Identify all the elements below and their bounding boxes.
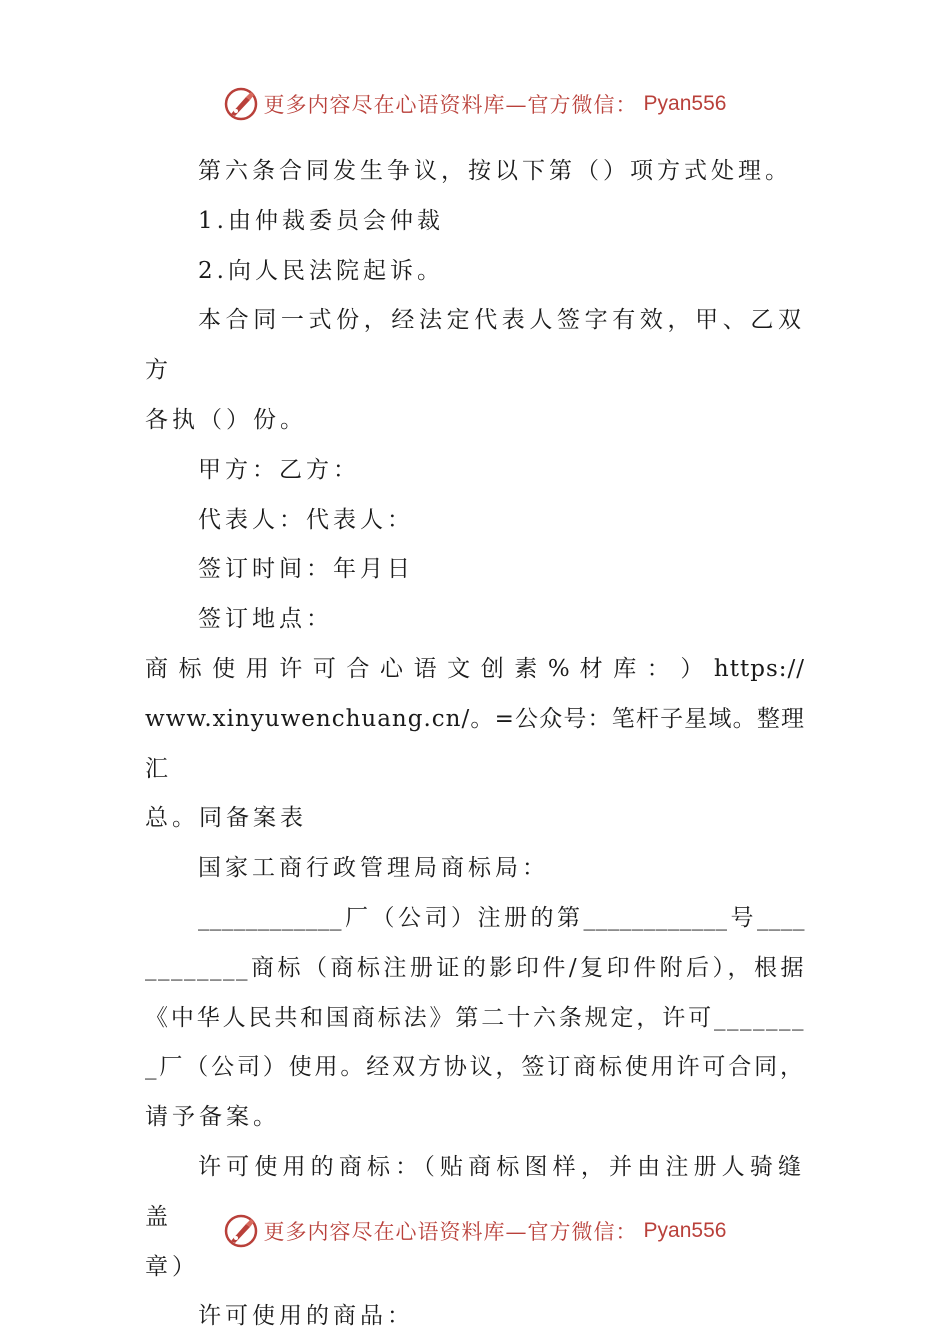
paragraph-line: 《中华人民共和国商标法》第二十六条规定，许可_______ [145,1004,805,1031]
banner-text: 更多内容尽在心语资料库—官方微信： [263,1220,638,1244]
paragraph-line: 甲方：乙方： [198,456,360,483]
pen-logo-icon [224,87,258,121]
paragraph-line: 总。同备案表 [145,805,307,832]
paragraph-line: 各执（）份。 [145,406,307,433]
banner-text: 更多内容尽在心语资料库—官方微信： [263,93,638,117]
paragraph-line: 签订时间：年月日 [198,556,414,583]
banner-wechat-id: Pyan556 [643,1219,727,1242]
header-banner [0,84,950,124]
banner-wechat-id: Pyan556 [643,92,727,115]
paragraph-line: 本合同一式份，经法定代表人签字有效，甲、乙双方 [145,307,805,384]
paragraph-line: ________商标（商标注册证的影印件/复印件附后），根据 [145,954,805,981]
paragraph-line: 1.由仲裁委员会仲裁 [198,207,444,234]
paragraph-line: ____________厂（公司）注册的第____________号____ [198,904,805,931]
paragraph-line: 请予备案。 [145,1104,280,1131]
document-body [145,147,805,1342]
pen-logo-icon [224,1214,258,1248]
paragraph-line: 2.向人民法院起诉。 [198,257,444,284]
paragraph-line: 章） [145,1253,199,1280]
paragraph-line: 国家工商行政管理局商标局： [198,855,549,882]
paragraph-line: www.xinyuwenchuang.cn/。=公众号：笔杆子星域。整理汇 [145,705,805,782]
footer-banner [0,1211,950,1251]
paragraph-line: 代表人：代表人： [198,506,414,533]
paragraph-line: 第六条合同发生争议，按以下第（）项方式处理。 [198,158,792,184]
paragraph-line: 签订地点： [198,606,333,633]
paragraph-line: _厂（公司）使用。经双方协议，签订商标使用许可合同， [145,1054,805,1081]
paragraph-line: 许可使用的商标：（贴商标图样，并由注册人骑缝盖 [145,1153,805,1230]
paragraph-line: 许可使用的商品： [198,1303,414,1330]
paragraph-line: 商 标 使 用 许 可 合 心 语 文 创 素 % 材 库 ： ） https:// [145,655,805,682]
